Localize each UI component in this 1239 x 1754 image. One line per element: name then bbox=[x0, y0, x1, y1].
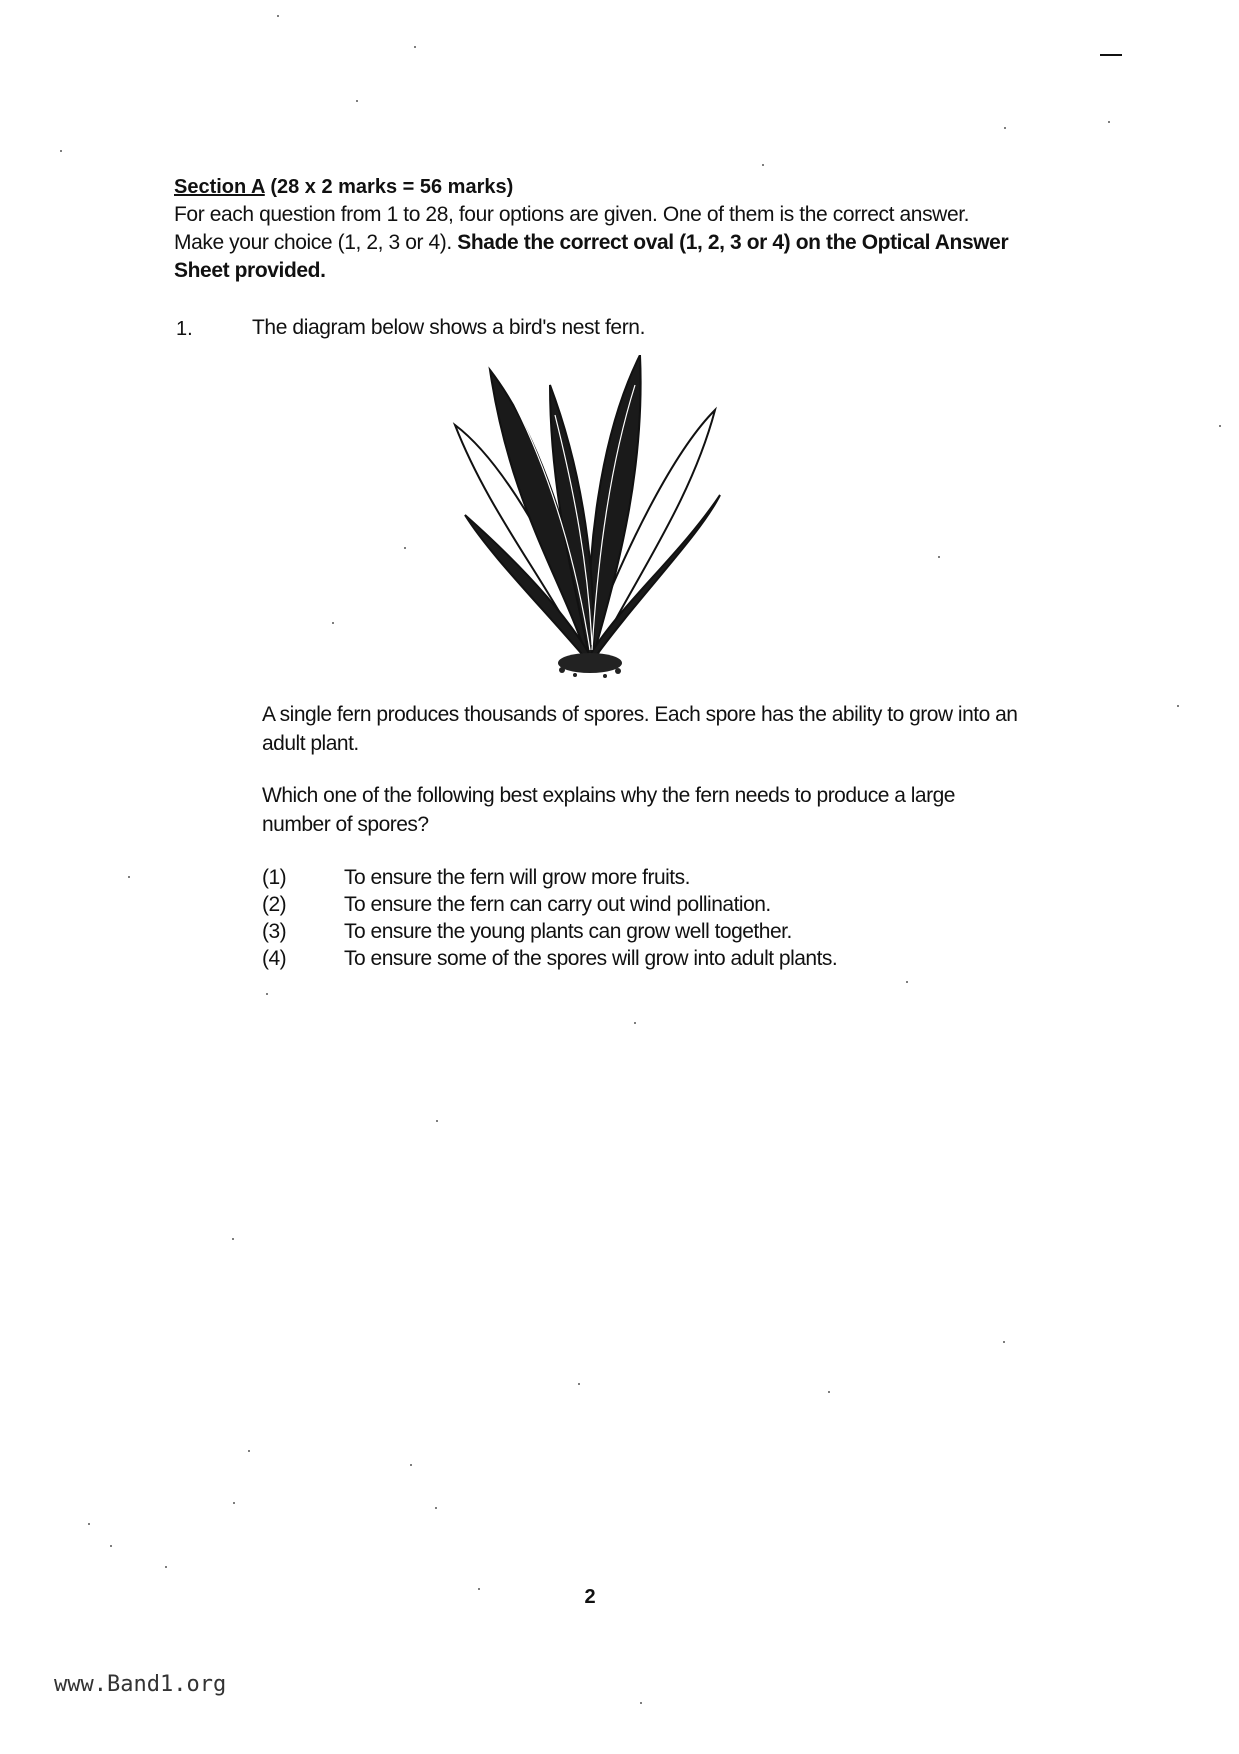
instruction-bold-text: Shade the correct oval (1, 2, 3 or 4) on the Optical Answer Sheet provided. bbox=[174, 231, 1009, 282]
option-text: To ensure the fern will grow more fruits. bbox=[344, 866, 690, 889]
option-number: (1) bbox=[262, 866, 287, 889]
footer-url: www.Band1.org bbox=[54, 1672, 227, 1697]
question-paragraph-1: A single fern produces thousands of spores. Each spore has the ability to grow into an adult plant. bbox=[262, 703, 1018, 755]
question-paragraph-2: Which one of the following best explains why the fern needs to produce a large number of spores? bbox=[262, 784, 955, 836]
option-number: (2) bbox=[262, 893, 287, 916]
section-heading bbox=[174, 176, 513, 199]
option-3 bbox=[262, 920, 1022, 947]
instruction-text: For each question from 1 to 28, four options are given. One of them is the correct answer. Make your choice (1, 2, 3 or 4). bbox=[174, 203, 970, 254]
option-number: (4) bbox=[262, 947, 287, 970]
option-text: To ensure some of the spores will grow into adult plants. bbox=[344, 947, 838, 970]
option-text: To ensure the fern can carry out wind pollination. bbox=[344, 893, 771, 916]
corner-mark bbox=[1100, 54, 1122, 56]
section-title: Section A bbox=[174, 176, 265, 198]
answer-options bbox=[262, 866, 1022, 974]
option-1 bbox=[262, 866, 1022, 893]
section-marks: (28 x 2 marks = 56 marks) bbox=[270, 176, 514, 198]
option-number: (3) bbox=[262, 920, 287, 943]
page-number: 2 bbox=[584, 1586, 596, 1608]
option-text: To ensure the young plants can grow well together. bbox=[344, 920, 792, 943]
question-intro: The diagram below shows a bird's nest fern. bbox=[252, 316, 646, 339]
birds-nest-fern-illustration bbox=[450, 355, 730, 685]
question-number: 1. bbox=[176, 318, 193, 340]
option-4 bbox=[262, 947, 1022, 974]
option-2 bbox=[262, 893, 1022, 920]
section-instructions bbox=[174, 201, 1014, 285]
